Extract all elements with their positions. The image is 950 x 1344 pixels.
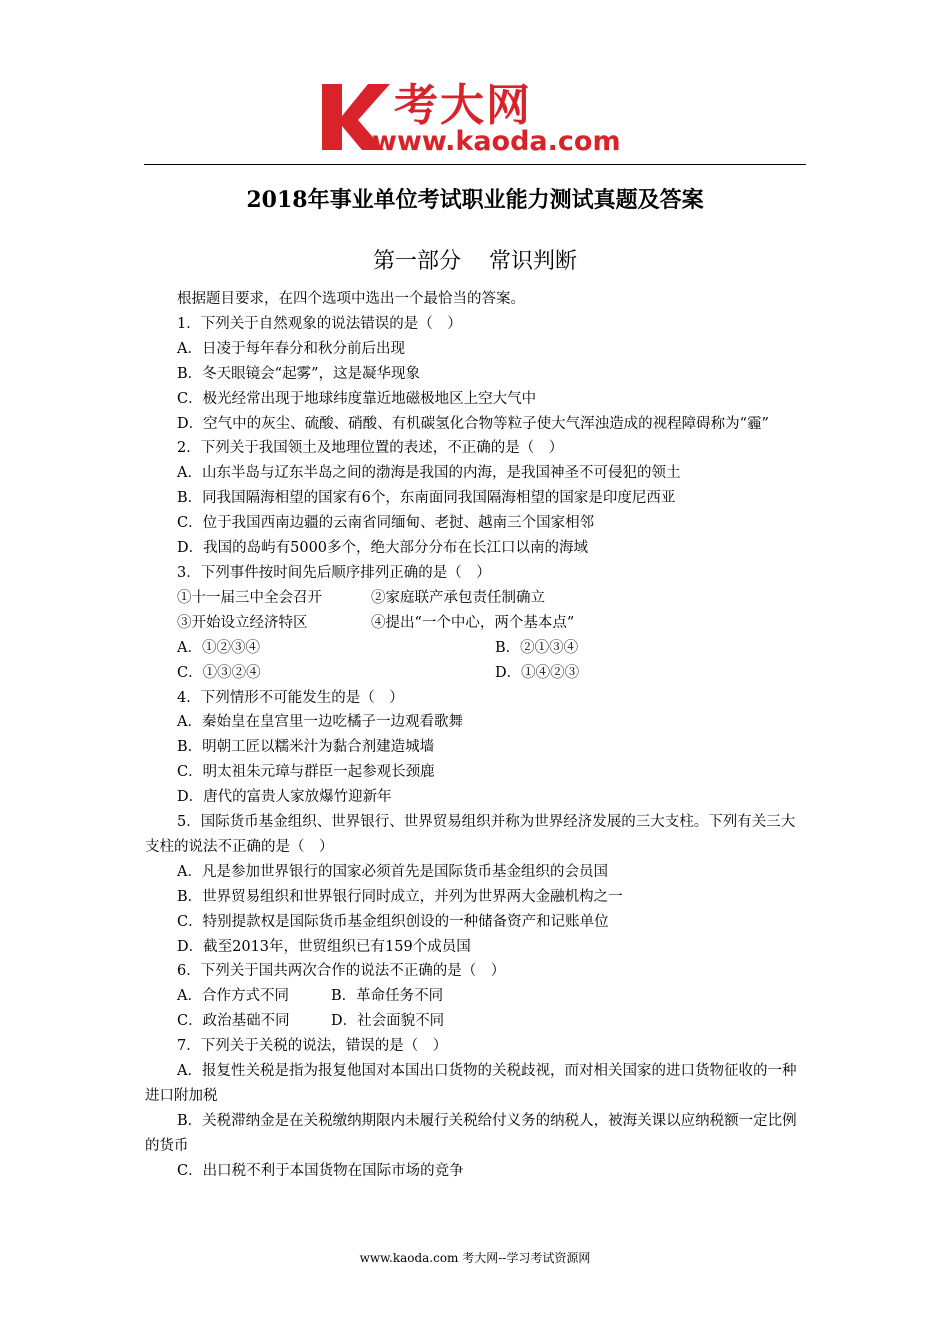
event-item: ②家庭联产承包责任制确立	[371, 589, 545, 606]
option: A．山东半岛与辽东半岛之间的渤海是我国的内海，是我国神圣不可侵犯的领土	[177, 465, 681, 482]
option-row	[145, 636, 807, 661]
option: A．秦始皇在皇宫里一边吃橘子一边观看歌舞	[177, 714, 463, 731]
header-divider	[144, 164, 806, 165]
option: C．特别提款权是国际货币基金组织创设的一种储备资产和记账单位	[177, 913, 609, 930]
option: A．日凌于每年春分和秋分前后出现	[177, 340, 405, 357]
option: A．凡是参加世界银行的国家必须首先是国际货币基金组织的会员国	[177, 863, 608, 880]
option: B．冬天眼镜会“起雾”，这是凝华现象	[177, 365, 420, 382]
instruction: 根据题目要求，在四个选项中选出一个最恰当的答案。	[177, 291, 525, 307]
option: B．世界贸易组织和世界银行同时成立，并列为世界两大金融机构之一	[177, 888, 623, 905]
question-stem: 6．下列关于国共两次合作的说法不正确的是（ ）	[177, 963, 506, 980]
option: C．极光经常出现于地球纬度靠近地磁极地区上空大气中	[177, 390, 537, 407]
option-row	[145, 1009, 807, 1034]
option: B．②①③④	[495, 639, 579, 656]
option: C．政治基础不同	[177, 1013, 290, 1030]
question-stem: 3．下列事件按时间先后顺序排列正确的是（ ）	[177, 564, 491, 581]
option: D．唐代的富贵人家放爆竹迎新年	[177, 789, 392, 806]
event-item: ④提出“一个中心，两个基本点”	[371, 614, 575, 631]
section-part: 第一部分	[372, 249, 461, 274]
question-stem: 7．下列关于关税的说法，错误的是（ ）	[177, 1038, 448, 1055]
kaoda-logo	[318, 80, 638, 160]
question-stem: 1．下列关于自然观象的说法错误的是（ ）	[177, 315, 462, 332]
logo-url[interactable]: www.kaoda.com	[372, 126, 621, 157]
logo-brand-cn: 考大网	[394, 80, 532, 131]
option: D．我国的岛屿有5000多个，绝大部分分布在长江口以南的海域	[177, 540, 589, 557]
option-row	[145, 984, 807, 1009]
option: A．①②③④	[177, 639, 260, 656]
question-body	[145, 287, 807, 1184]
question-stem: 2．下列关于我国领土及地理位置的表述，不正确的是（ ）	[177, 440, 564, 457]
page-footer: www.kaoda.com 考大网--学习考试资源网	[359, 1251, 591, 1265]
section-name: 常识判断	[489, 249, 578, 274]
option: A．合作方式不同	[177, 988, 289, 1005]
option-row	[145, 661, 807, 686]
option: B．同我国隔海相望的国家有6个，东南面同我国隔海相望的国家是印度尼西亚	[177, 490, 676, 507]
question-stem: 4．下列情形不可能发生的是（ ）	[177, 689, 404, 706]
option: C．明太祖朱元璋与群臣一起参观长颈鹿	[177, 764, 435, 781]
event-row	[145, 611, 807, 636]
page-title: 2018年事业单位考试职业能力测试真题及答案	[246, 187, 704, 213]
option: D．社会面貌不同	[331, 1013, 445, 1030]
option: B．关税滞纳金是在关税缴纳期限内未履行关税给付义务的纳税人，被海关课以应纳税额一定比例的货币	[145, 1112, 797, 1154]
option: B．革命任务不同	[331, 988, 444, 1005]
event-row	[145, 586, 807, 611]
event-item: ③开始设立经济特区	[177, 614, 308, 631]
option: D．空气中的灰尘、硫酸、硝酸、有机碳氢化合物等粒子使大气浑浊造成的视程障碍称为“霾”	[177, 415, 769, 432]
option: C．出口税不利于本国货物在国际市场的竞争	[177, 1162, 464, 1179]
event-item: ①十一届三中全会召开	[177, 589, 322, 606]
option: D．截至2013年，世贸组织已有159个成员国	[177, 938, 471, 955]
section-heading	[0, 246, 950, 278]
option: B．明朝工匠以糯米汁为黏合剂建造城墙	[177, 739, 435, 756]
option: C．位于我国西南边疆的云南省同缅甸、老挝、越南三个国家相邻	[177, 515, 595, 532]
question-stem: 5．国际货币基金组织、世界银行、世界贸易组织并称为世界经济发展的三大支柱。下列有关三大支柱的说法不正确的是（ ）	[145, 814, 796, 855]
option: C．①③②④	[177, 664, 261, 681]
option: A．报复性关税是指为报复他国对本国出口货物的关税歧视，而对相关国家的进口货物征收的一种进口附加税	[145, 1063, 797, 1104]
option: D．①④②③	[495, 664, 580, 681]
